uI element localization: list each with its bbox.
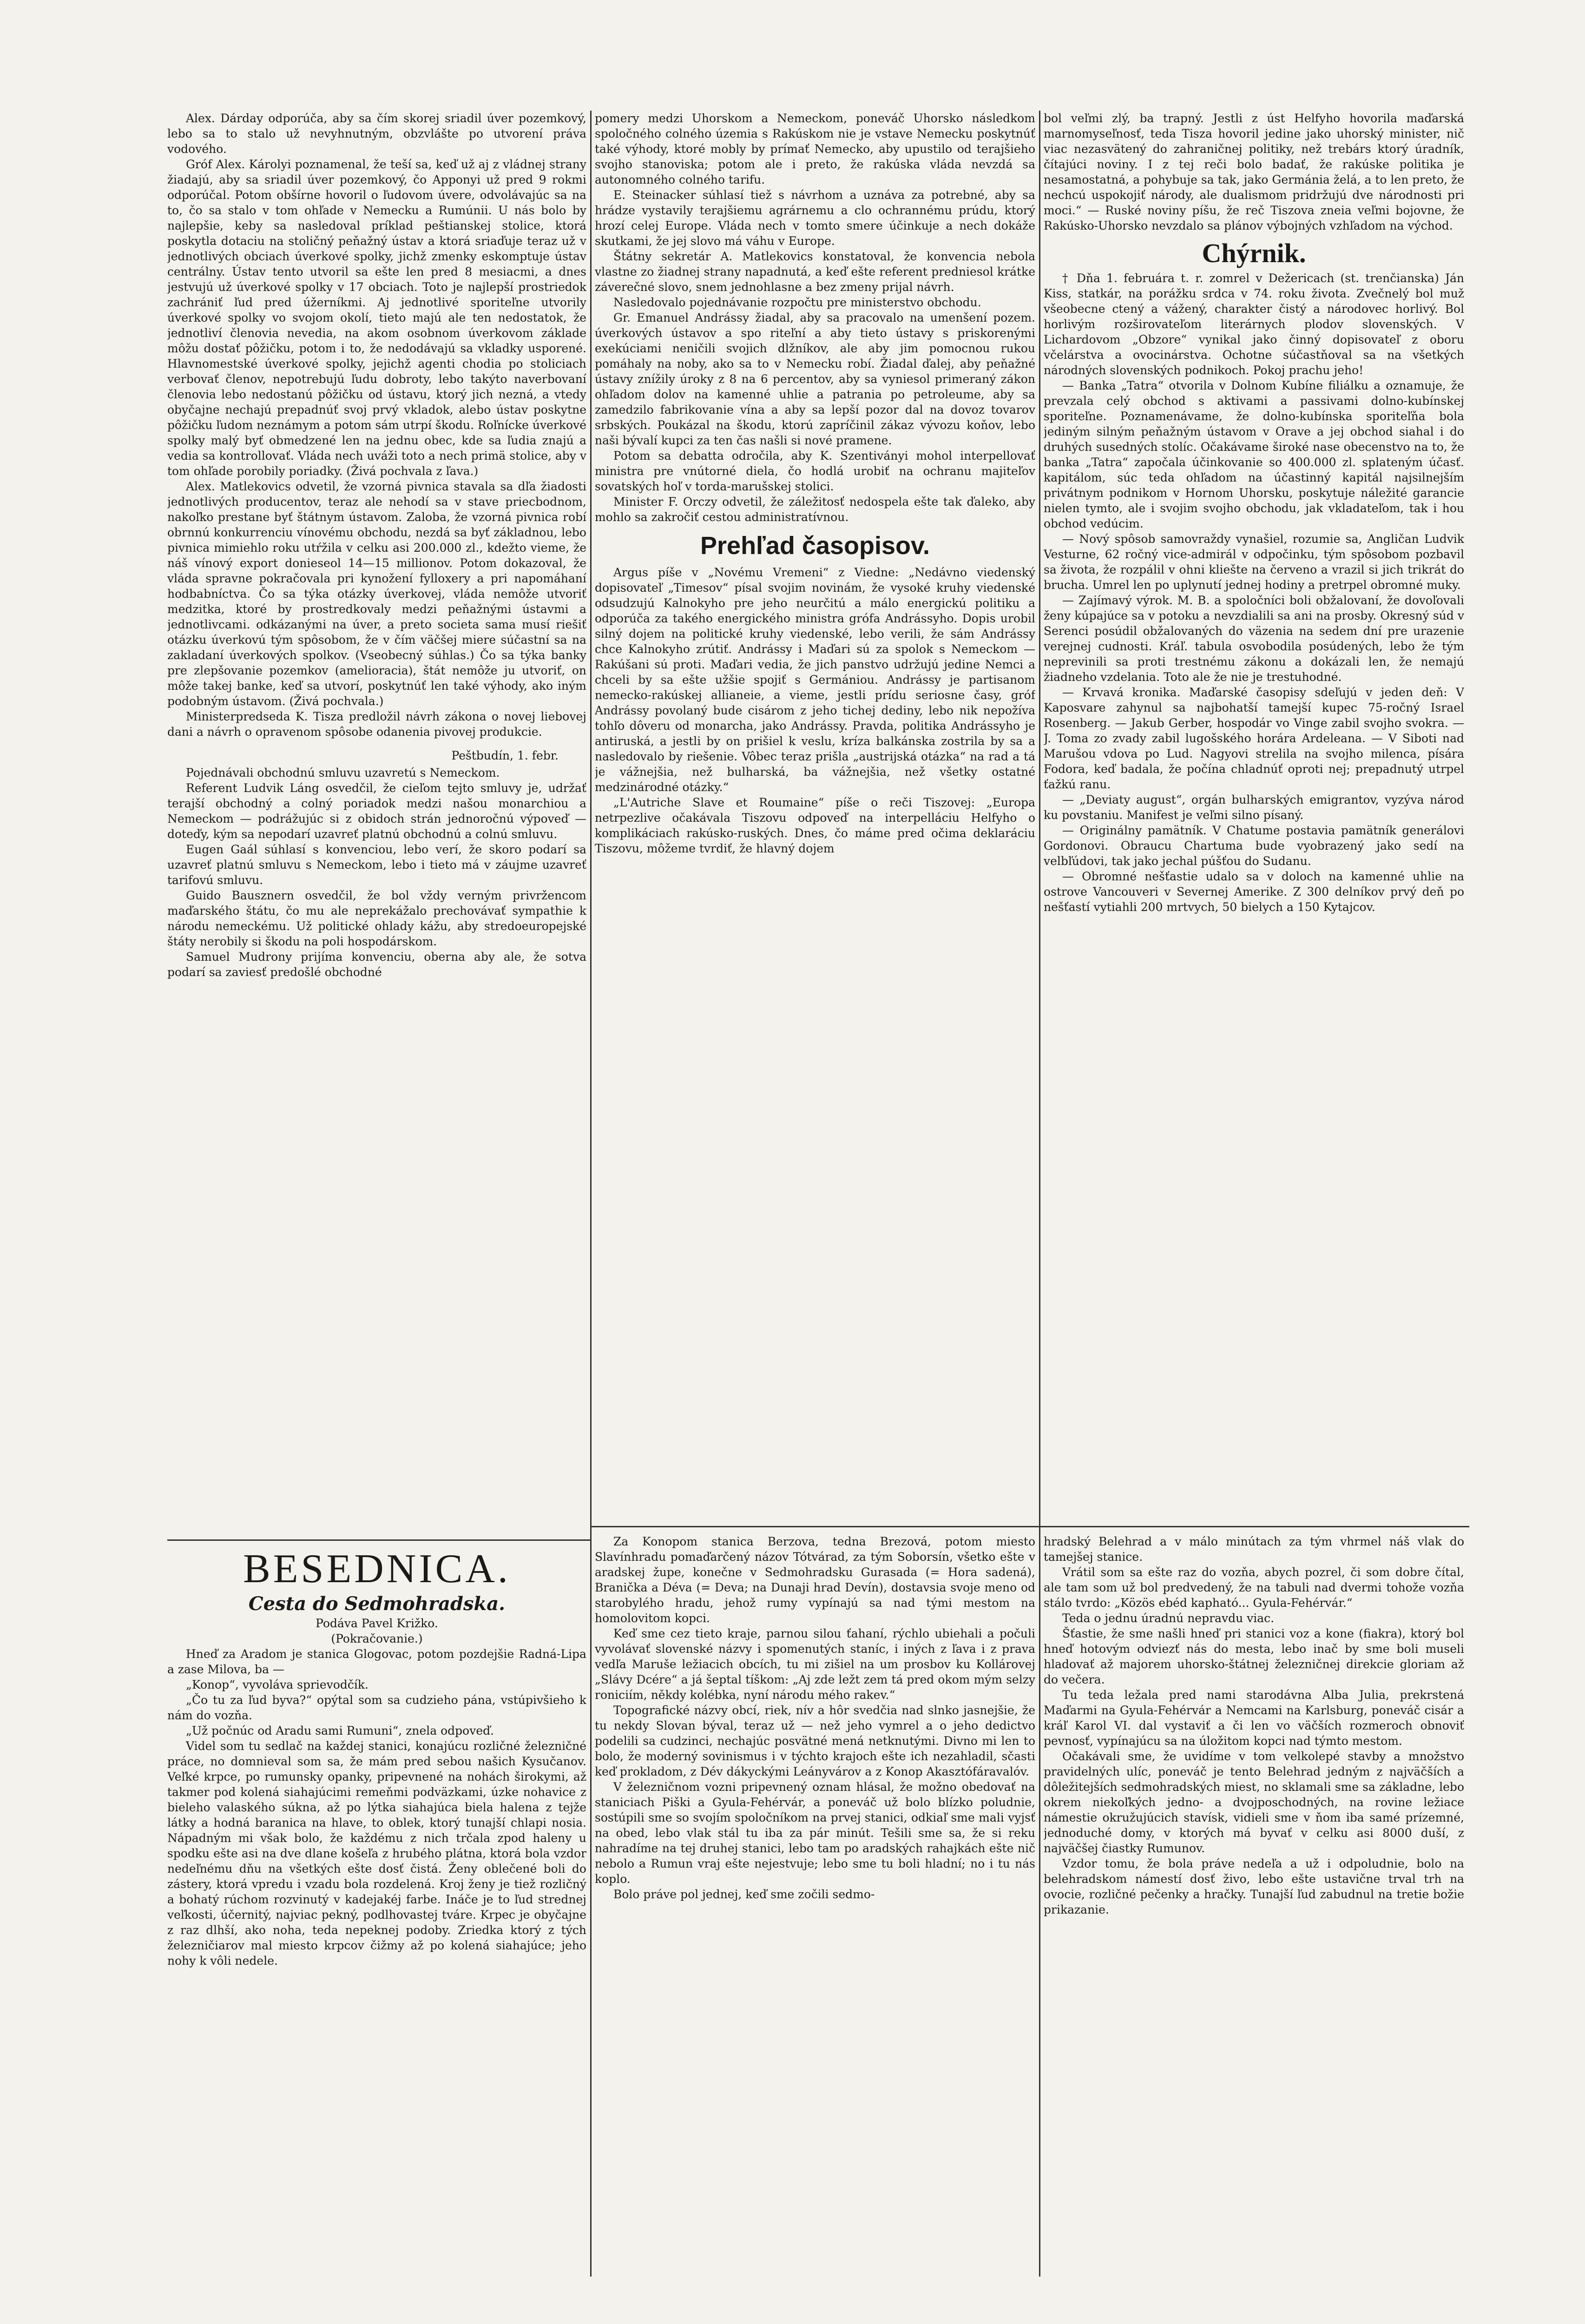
feuilleton-rule-left [167, 1539, 590, 1541]
col2-para-8: Argus píše v „Novému Vremeni“ z Viedne: „Nedávno viedenský dopisovateľ „Timesov“ písal svojim novinám, že vysoké kruhy viedenské odsudzujú Kalnokyho pre jeho neurčitú a málo energickú politiku a odporúča za takého energického ministra grófa Andrássyho. Dopis urobil silný dojem na politické kruhy viedenské, lebo verili, že sám Andrássy chce Kalnokyho zrútiť. Andrássy i Maďari sú za spolok s Nemeckom — Rakúšani sú proti. Maďari vedia, že jich panstvo udržujú jedine Nemci a chceli by sa ešte užšie spojiť s Germániou. Andrássy je partisanom nemecko-rakúskej allianeie, a vieme, jestli prídu seriosne časy, gróf Andrássy povolaný bude cisárom z jeho tichej dediny, lebo nik nepožíva tohľo dôveru od monarcha, jako Andrássy. Pravda, politika Andrássyho je antiruská, a jestli by on prišiel k veslu, kríza balkánska zostrila by sa a nasledovalo by riešenie. Vôbec teraz prišla „austrijská otázka“ na rad a tá je vážnejšia, než bulharská, ba vážnejšia, než všetky ostatné medzinárodné otázky.“ [595, 566, 1035, 794]
feuilleton-para-7: Keď sme cez tieto kraje, parnou silou ťahaní, rýchlo ubiehali a počuli vyvolávať slovenské názvy i spomenutých staníc, i iných z ľava i z prava vedľa Maruše ležiacich obcích, tu mi zišiel na um prosbov ku Kollárovej „Slávy Dcére“ a já šeptal tíškom: „Aj zde ležt zem tá pred okom mým selzy roniciím, někdy kolébka, nyní národu mého rakev.“ [595, 1627, 1035, 1702]
feuilleton-para-5: Videl som tu sedlač na každej stanici, konajúcu rozličné železničné práce, no domnieval som sa, že mám pred sebou našich Kysučanov. Veľké krpce, po rumunsky opanky, pripevnené na nohách širokymi, až takmer pod kolená siahajúcimi remeňmi podväzkami, úzke nohavice z bieleho valaského súkna, až po lýtka siahajúca biela halena z tejže látky a hodná baranica na hlave, to oblek, ktorý tunajší chlapi nosia. Nápadným mi však bolo, že každému z nich trčala zpod haleny u spodku ešte asi na dve dlane košeľa z hrubého plátna, ktorá bola vzdor nedeľnému dňu na všetkých ešte dosť čistá. Ženy oblečené boli do zástery, ktorá vpredu i vzadu bola rozdelená. Kroj ženy je tiež rozličný a bohatý rúchom rozvinutý v kadejakéj farbe. Ináče je to ľud strednej veľkosti, účernitý, najviac pekný, podlhovastej tváre. Krpec je obyčajne z raz dlhší, ako noha, teda nepeknej podoby. Zriedka ktorý z tých železničiarov mal miesto krpcov čižmy až po kolená siahajúce; jeho nohy k vôli nedele. [167, 1739, 586, 1967]
feuilleton-para-13: Teda o jednu úradnú nepravdu viac. [1062, 1611, 1275, 1625]
col1-para-5: Pojednávali obchodnú smluvu uzavretú s Nemeckom. [186, 766, 500, 779]
feuilleton-para-2: „Konop“, vyvoláva sprievodčík. [186, 1678, 368, 1691]
col2-para-2: E. Steinacker súhlasí tiež s návrhom a uznáva za potrebné, aby sa hrádze vystavily terajšiemu agrárnemu a clo ochrannému prúdu, ktorý hrozí celej Europe. Vláda nech v tomto smere účinkuje a nech dokáže skutkami, že jej slovo má váhu v Europe. [595, 188, 1035, 248]
col1-para-9: Samuel Mudrony prijíma konvenciu, oberna aby ale, že sotva podarí sa zaviesť predošlé obchodné [167, 950, 586, 979]
feuilleton-para-4: „Už počnúc od Aradu sami Rumuni“, znela odpoveď. [186, 1724, 494, 1737]
col3-bottom [1044, 1534, 1464, 2278]
col2-para-7: Minister F. Orczy odvetil, že záležitosť nedospela ešte tak ďaleko, aby mohlo sa zakročiť cestou administratívnou. [595, 495, 1035, 524]
col1-para-8: Guido Bausznern osvedčil, že bol vždy verným privržencom maďarského štátu, čo mu ale neprekážalo prechovávať sympathie k národu nemeckému. Už politické ohlady kážu, aby stredoeuropejské štáty nerobily si škodu na poli hospodárskom. [167, 889, 586, 948]
feuilleton-para-11: hradský Belehrad a v málo minútach za tým vhrmel náš vlak do tamejšej stanice. [1044, 1535, 1464, 1564]
col1-para-7: Eugen Gaál súhlasí s konvenciou, lebo verí, že skoro podarí sa uzavreť platnú smluvu s Nemeckom, lebo i tieto má v záujme uzavreť tarifovú smluvu. [167, 843, 586, 887]
col3-para-8: — Originálny pamätník. V Chatume postavia pamätník generálovi Gordonovi. Obraucu Chartuma bude vyobrazený jako sedí na velbľúdovi, tak jako jechal púšťou do Sudanu. [1044, 824, 1464, 868]
dateline: Peštbudín, 1. febr. [451, 749, 559, 762]
col2-para-4: Nasledovalo pojednávanie rozpočtu pre ministerstvo obchodu. [613, 296, 981, 309]
column-rule-2 [1039, 111, 1040, 2277]
col3-para-9: — Obromné nešťastie udalo sa v doloch na kamenné uhlie na ostrove Vancouveri v Severnej Amerike. Z 300 delníkov prvý deň po nešťastí vytiahli 200 mrtvych, 50 bielych a 150 Kytajcov. [1044, 870, 1464, 914]
feuilleton-para-17: Vzdor tomu, že bola práve nedeľa a už i odpoludnie, bolo na belehradskom námestí dosť živo, lebo ešte ustavične trval trh na ovocie, rozličné pečenky a hračky. Tunajší ľud zabudnul na tretie božie prikazanie. [1044, 1857, 1464, 1916]
col1-para-2: Gróf Alex. Károlyi poznamenal, že teší sa, keď už aj z vládnej strany žiadajú, aby sa sriadil úver pozemkový, čo Apponyi už pred 9 rokmi odporúčal. Potom obšírne hovoril o ľudovom úvere, odvolávajúc sa na to, čo sa stalo v tom ohľade v Nemecku a Rumúnii. U nás bolo by najlepšie, keby sa nasledoval príklad peštianskej stolice, ktorá poskytla dotaciu na stoličný peňažný ústav a ktorá sriaďuje teraz už v jednotlivých obciach úverkové spolky, jichž zmenky eskomptuje ústav centrálny. Ústav tento utvoril sa ešte len pred 8 mesiacmi, a dnes jestvujú už úverkové spolky v 17 obciach. Toto je najlepší prostriedok zachrániť ľud pred úžerníkmi. Aj jednotlivé sporiteľne utvorily úverkové spolky vo svojom okolí, tieto majú ale ten nedostatok, že jednotliví členovia nevedia, na akom osobnom úverkovom základe môžu dostať pôžičku, potom i to, že nedodávajú sa vkladky usporené. Hlavnomestské úverkové spolky, jejichž agenti chodia po stoliciach verbovať členov, nepotrebujú ľudu dobroty, lebo takýto naverbovaní členovia lebo nedostanú pôžičku od ústavu, ktorý jich nezná, a vtedy obyčajne nechajú prepadnúť svoj prvý vkladok, alebo ústav poskytne pôžičku ľudom neznámym a potom sám utrpí škodu. Roľnícke úverkové spolky malý byť obmedzené len na jednu obec, kde sa ľudia znajú a vedia sa kontrollovať. Vláda nech uváži toto a nech primä stolice, aby v tom ohľade porobily poriadky. (Živá pochvala z ľava.) [167, 158, 586, 478]
col1-para-4: Ministerpredseda K. Tisza predložil návrh zákona o novej liebovej dani a návrh o opravenom spôsobe odanenia pivovej produkcie. [167, 710, 586, 739]
col1-bottom [167, 1544, 586, 2283]
feuilleton-para-6: Za Konopom stanica Berzova, tedna Brezová, potom miesto Slavínhradu pomaďarčený názov Tótvárad, za tým Soborsín, všetko ešte v aradskej župe, konečne v Sedmohradsku Gurasada (= Hora sadená), Branička a Déva (= Deva; na Dunaji hrad Devín), dostavsia svoje meno od starobylého hradu, jehož rumy vypínajú sa nad tými mestom na homolovitom kopci. [595, 1535, 1035, 1625]
col3-para-1: bol veľmi zlý, ba trapný. Jestli z úst Helfyho hovorila maďarská marnomyseľnosť, teda Tisza hovoril jedine jako uhorský minister, nič viac nezasvätený do zahraničnej politiky, než trebárs ktorý úradník, čítajúci noviny. I z tej reči bolo badať, že rakúske politika je nesamostatná, a pohybuje sa tak, jako Germánia želá, a to len preto, že nechcú uspokojiť národy, ale dualismom pridržujú dve národnosti pri moci.“ — Ruské noviny píšu, že reč Tiszova zneia veľmi bojovne, že Rakúsko-Uhorsko nevzdalo sa plánov výbojných vzhľadom na východ. [1044, 112, 1464, 232]
col1-para-1: Alex. Dárday odporúča, aby sa čím skorej sriadil úver pozemkový, lebo sa to stalo už nevyhnutným, obzvlášte po utvorení práva vodového. [167, 112, 586, 156]
feuilleton-para-8: Topografické názvy obcí, riek, nív a hôr svedčia nad slnko jasnejšie, že tu nekdy Slovan býval, teraz už — než jeho vymrel a o jeho dedictvo podelili sa cudzinci, nechajúc posvätné mená netknutými. Divno mi len to bolo, že moderný sovinismus i v týchto krajoch ešte ich nezahladil, sčasti keď prokladom, z Dév dákyckými Leányvárov a z Konop Akasztófáravalóv. [595, 1703, 1035, 1778]
col3-top [1044, 111, 1464, 1524]
section-title-prehlad: Prehľad časopisov. [700, 532, 930, 560]
col2-bottom [595, 1534, 1035, 2278]
section-title-chyrnik: Chýrnik. [1202, 238, 1306, 268]
col3-para-4: — Nový spôsob samovraždy vynašiel, rozumie sa, Angličan Ludvik Vesturne, 62 ročný vice-admirál v odpočinku, tým spôsobom pozbavil sa života, že rozpálil v ohni kliešte na červeno a vrazil si jich trikrát do brucha. Umrel len po uplynutí jednej hodiny a pretrpel obromné muky. [1044, 532, 1464, 592]
besednica-title: BESEDNICA. [243, 1546, 511, 1591]
column-rule-1 [590, 111, 592, 2277]
feuilleton-para-10: Bolo práve pol jednej, keď sme zočili sedmo- [613, 1888, 875, 1901]
col2-top [595, 111, 1035, 1524]
feuilleton-para-12: Vrátil som sa ešte raz do vozňa, abych pozrel, či som dobre čítal, ale tam som už bol predvedený, že na tabuli nad dvermi tohože vozňa stálo tvrdo: „Közös ebéd kapható... Gyula-Fehérvár.“ [1044, 1565, 1464, 1610]
feuilleton-para-3: „Čo tu za ľud byva?“ opýtal som sa cudzieho pána, vstúpivšieho k nám do vozňa. [167, 1693, 586, 1722]
col2-para-9: „L'Autriche Slave et Roumaine“ píše o reči Tiszovej: „Europa netrpezlive očakávala Tiszovu odpoveď na interpelláciu Helfyho o komplikáciach rakúsko-ruských. Dnes, čo máme pred očima deklaráciu Tiszovu, môžeme tvrdiť, že hlavný dojem [595, 796, 1035, 855]
feuilleton-subtitle: Cesta do Sedmohradska. [248, 1593, 506, 1615]
col3-para-3: — Banka „Tatra“ otvorila v Dolnom Kubíne filiálku a oznamuje, že prevzala celý obchod s aktivami a passivami dolno-kubínskej sporiteľne. Poznamenávame, že dolno-kubínska sporiteľňa bola jediným silným peňažným ústavom v Orave a jej obchod siahal i do druhých susedných stolíc. Očakávame široké nase obecenstvo na to, že banka „Tatra“ započala účinkovanie so 400.000 zl. splateným účasť. kapitálom, súc teda ohľadom na účastinný kapitál najsilnejším privátnym podnikom v Hornom Uhorsku, poskytuje náležité garancie nielen tymto, ale i svojim svojho obchodu, jak vkladateľom, tak i hou obchod vedúcim. [1044, 379, 1464, 530]
feuilleton-para-16: Očakávali sme, že uvidíme v tom velkolepé stavby a množstvo pravidelných ulíc, poneváč je tento Belehrad jedným z najväčších a dôležitejších sedmohradských miest, no sklamali sme sa základne, lebo okrem niekoľkých jedno- a dvojposchodných, na rovine ležiace námestie okružujúcich stavísk, vidieli sme v ňom iba samé prízemné, jednoduché domy, v ktorých má byvať v celku asi 8000 duší, z najväčšej čiastky Rumunov. [1044, 1750, 1464, 1855]
col3-para-5: — Zajímavý výrok. M. B. a spoločníci boli obžalovaní, že dovoľovali ženy kúpajúce sa v potoku a nevzdialili sa ani na prosby. Okresný súd v Serenci posúdil obžalovaných do väzenia na sedem dní pre urazenie verejnej cudnosti. Kráľ. tabula osvobodila posúdených, lebo že tým neprevinili sa proti trestnému zákonu a dokázali len, že nemajú žiadneho vzdelania. Toto ale že nie je trestuhodné. [1044, 594, 1464, 684]
feuilleton-para-1: Hneď za Aradom je stanica Glogovac, potom pozdejšie Radná-Lipa a zase Milova, ba — [167, 1647, 586, 1676]
col1-para-3: Alex. Matlekovics odvetil, že vzorná pivnica stavala sa dľa žiadosti jednotlivých producentov, teraz ale nehodí sa v stave priecbodnom, nakoľko prestane byť štátnym ústavom. Zaloba, že vzorná pivnica robí obrnnú konkurrenciu vínovému obchodu, nezdá sa byť základnou, lebo pivnica mimiehlo roku utŕžila v celku asi 200.000 zl., kdežto vieme, že náš vínový export donieseol 14—15 millionov. Potom dokazoval, že vláda spravne pokračovala pri kynožení fylloxery a pri napomáhaní hodbabníctva. Čo sa týka otázky úverkovej, vláda nemôže utvoriť medzitka, ktoré by prostredkovaly medzi peňažnými ústavmi a jednotlivcami. odkázanými na úver, a preto societa sama musí riešiť otázku úverkovú tým spôsobom, že v čím väčšej miere súčastní sa na zakladaní úverkových spolkov. (Vseobecný súhlas.) Čo sa týka banky pre zlepšovanie pozemkov (amelioracia), štát nemôže ju utvoriť, on môže takej banke, keď sa utvorí, poskytnúť len také výhody, ako iným podobným ústavom. (Živá pochvala.) [167, 480, 586, 708]
col3-para-2: † Dňa 1. februára t. r. zomrel v Dežericach (st. trenčianska) Ján Kiss, statkár, na porážku srdca v 74. roku života. Zvečnelý bol muž všeobecne ctený a vážený, charakter čistý a národovec horlivý. Bol horlivým rozširovateľom literárnych plodov slovenských. V Lichardovom „Obzore“ vynikal jako činný dopisovateľ z oboru včelárstva a ovocinárstva. Ochotne súčastňoval sa na všetkých národných slovenských podnikoch. Pokoj prachu jeho! [1044, 271, 1464, 377]
col2-para-6: Potom sa debatta odročila, aby K. Szentiványi mohol interpellovať ministra pre vnútorné diela, čo hodlá urobiť na ochranu majiteľov sovatských hoľ v torda-marušskej stolici. [595, 449, 1035, 493]
col2-para-3: Štátny sekretár A. Matlekovics konstatoval, že konvencia nebola vlastne zo žiadnej strany napadnutá, a keď ešte referent predniesol krátke záverečné slovo, snem jednohlasne a bez zmeny prijal návrh. [595, 250, 1035, 294]
col2-para-5: Gr. Emanuel Andrássy žiadal, aby sa pracovalo na umenšení pozem. úverkových ústavov a spo riteľní a aby tieto ústavy s priskorenými exekúciami neničili svojich dlžníkov, ale aby jim pomocnou rukou pomáhaly na noby, ako sa to v Nemecku robí. Žiadal ďalej, aby peňažné ústavy znížily úroky z 8 na 6 percentov, aby sa vyniesol primeraný zákon ohľadom dolov na kamenné uhlie a patrania po petroleume, aby sa zamedzilo fabrikovanie vína a aby sa lepší pozor dal na dovoz tovarov srbských. Poukázal na škodu, ktorú zapríčinil zákaz vývozu koňov, lebo naši bývalí kupci za ten čas našli si nové pramene. [595, 311, 1035, 447]
feuilleton-para-14: Šťastie, že sme našli hneď pri stanici voz a kone (fiakra), ktorý bol hneď hotovým odviezť nás do mesta, lebo inač by sme boli museli hladovať až majorem uhorsko-štátnej železničnej direkcie gloriam až do večera. [1044, 1627, 1464, 1686]
feuilleton-continued: (Pokračovanie.) [331, 1632, 423, 1645]
col3-para-6: — Krvavá kronika. Maďarské časopisy sdeľujú v jeden deň: V Kaposvare zahynul sa najbohatší tamejší kupec 75-ročný Israel Rosenberg. — Jakub Gerber, hospodár vo Vinge zabil svojho svokra. — J. Toma zo zvady zabil lugošského horára Ardeleana. — V Siboti nad Marušou vdova po Lud. Nagyovi strelila na svojho milenca, písára Fodora, keď badala, že počína chladnúť oproti nej; prepadnutý utrpel ťažkú ranu. [1044, 686, 1464, 791]
col3-para-7: — „Deviaty august“, orgán bulharských emigrantov, vyzýva národ ku povstaniu. Manifest je veľmi silno písaný. [1044, 793, 1464, 822]
col2-para-1: pomery medzi Uhorskom a Nemeckom, poneváč Uhorsko následkom spoločného colného územia s Rakúskom nie je vstave Nemecku poskytnúť také výhody, ktoré mobly by prímať Nemecko, aby upustilo od terajšieho svojho stanoviska; potom ale i preto, že rakúska vláda nevzdá sa autonomného colného tarifu. [595, 112, 1035, 186]
feuilleton-para-9: V železničnom vozni pripevnený oznam hlásal, že možno obedovať na staniciach Piški a Gyula-Fehérvár, a poneváč už bolo blízko poludnie, sostúpili sme so svojím spoločníkom na prvej stanici, odkiaľ sme mali vyjsť na obed, lebo vlak stál tu iba za pár minút. Tešili sme sa, že si reku nahradíme na tej druhej stanici, lebo tam po aradských rahajkách ešte nič nebolo a Rumun vraj ešte nejestvuje; lebo sme tu boli hladní; no i tu nás koplo. [595, 1780, 1035, 1886]
feuilleton-author: Podáva Pavel Križko. [316, 1617, 438, 1630]
col1-top [167, 111, 586, 1524]
feuilleton-rule [591, 1526, 1469, 1527]
col1-para-6: Referent Ludvik Láng osvedčil, že cieľom tejto smluvy je, udržať terajší obchodný a colný poriadok medzi našou monarchiou a Nemeckom — podrážujúc si z obidoch strán jednoročnú výpoveď — doteďy, kým sa nepodarí uzavreť platnú obchodnú a colnú smluvu. [167, 781, 586, 841]
feuilleton-para-15: Tu teda ležala pred nami starodávna Alba Julia, prekrstená Maďarmi na Gyula-Fehérvár a Nemcami na Karlsburg, poneváč cisár a kráľ Karol VI. dal vystaviť a či len vo väčších rozmeroch obnoviť pevnosť, vypínajúcu sa na úložitom kopci nad týmto mestom. [1044, 1688, 1464, 1748]
